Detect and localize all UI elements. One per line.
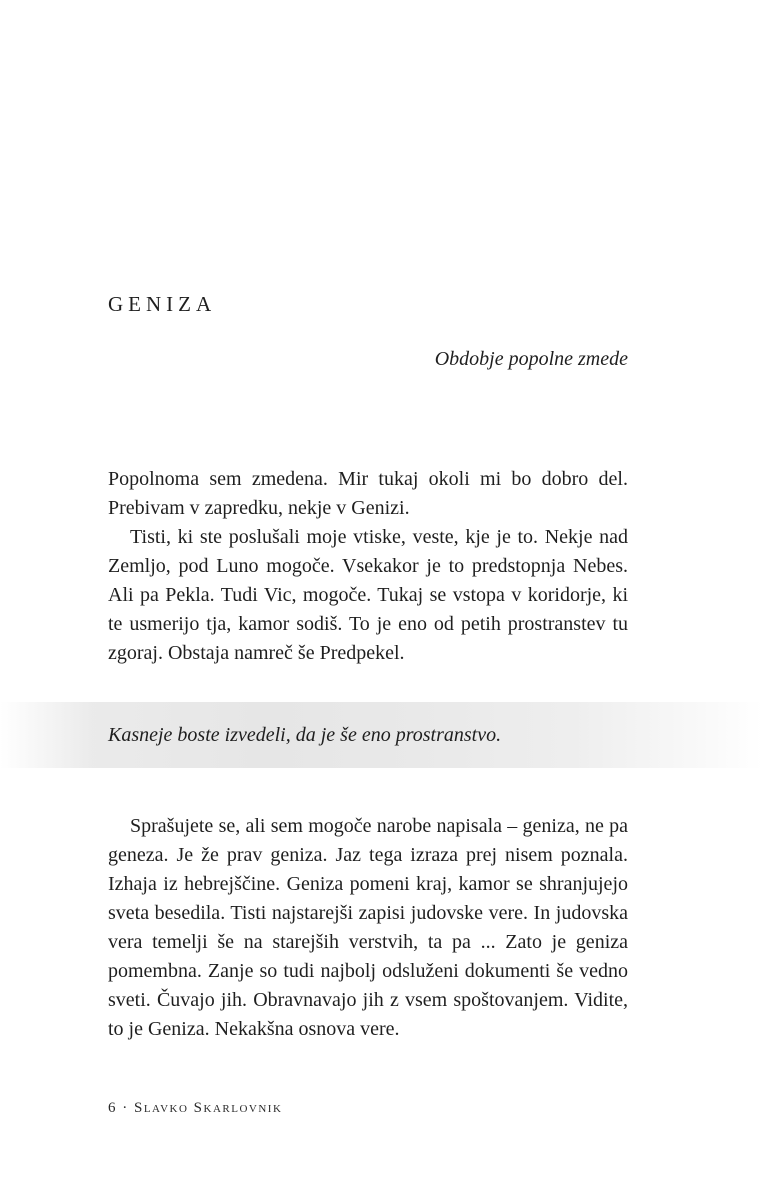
- paragraph: Tisti, ki ste poslušali moje vtiske, veste, kje je to. Nekje nad Zemljo, pod Luno mogoče. Vsekakor je to predstopnja Nebes. Ali pa Pekla. Tudi Vic, mogoče. Tukaj se vstopa v koridorje, ki te usmerijo tja, kamor sodiš. To je eno od petih prostranstev tu zgoraj. Obstaja namreč še Predpekel.: [108, 526, 628, 664]
- footer-separator: ·: [122, 1100, 129, 1116]
- text-block-intro: [108, 465, 628, 668]
- page-footer: [108, 1100, 282, 1117]
- chapter-title: GENIZA: [108, 292, 217, 316]
- paragraph: Popolnoma sem zmedena. Mir tukaj okoli mi bo dobro del. Prebivam v zapredku, nekje v Genizi.: [108, 468, 628, 519]
- paragraph: Sprašujete se, ali sem mogoče narobe napisala – geniza, ne pa geneza. Je že prav geniza. Jaz tega izraza prej nisem poznala. Izhaja iz hebrejščine. Geniza pomeni kraj, kamor se shranjujejo sveta besedila. Tisti najstarejši zapisi judovske vere. In judovska vera temelji še na starejših verstvih, ta pa ... Zato je geniza pomembna. Zanje so tudi najbolj odsluženi dokumenti še vedno sveti. Čuvajo jih. Obravnavajo jih z vsem spoštovanjem. Vidite, to je Geniza. Nekakšna osnova vere.: [108, 815, 628, 1040]
- chapter-epigraph: Obdobje popolne zmede: [434, 348, 628, 370]
- highlight-note: Kasneje boste izvedeli, da je še eno prostranstvo.: [108, 724, 502, 746]
- text-block-main: [108, 812, 628, 1044]
- footer-author: Slavko Skarlovnik: [134, 1100, 283, 1116]
- highlight-band: [0, 702, 763, 768]
- page-number: 6: [108, 1100, 117, 1116]
